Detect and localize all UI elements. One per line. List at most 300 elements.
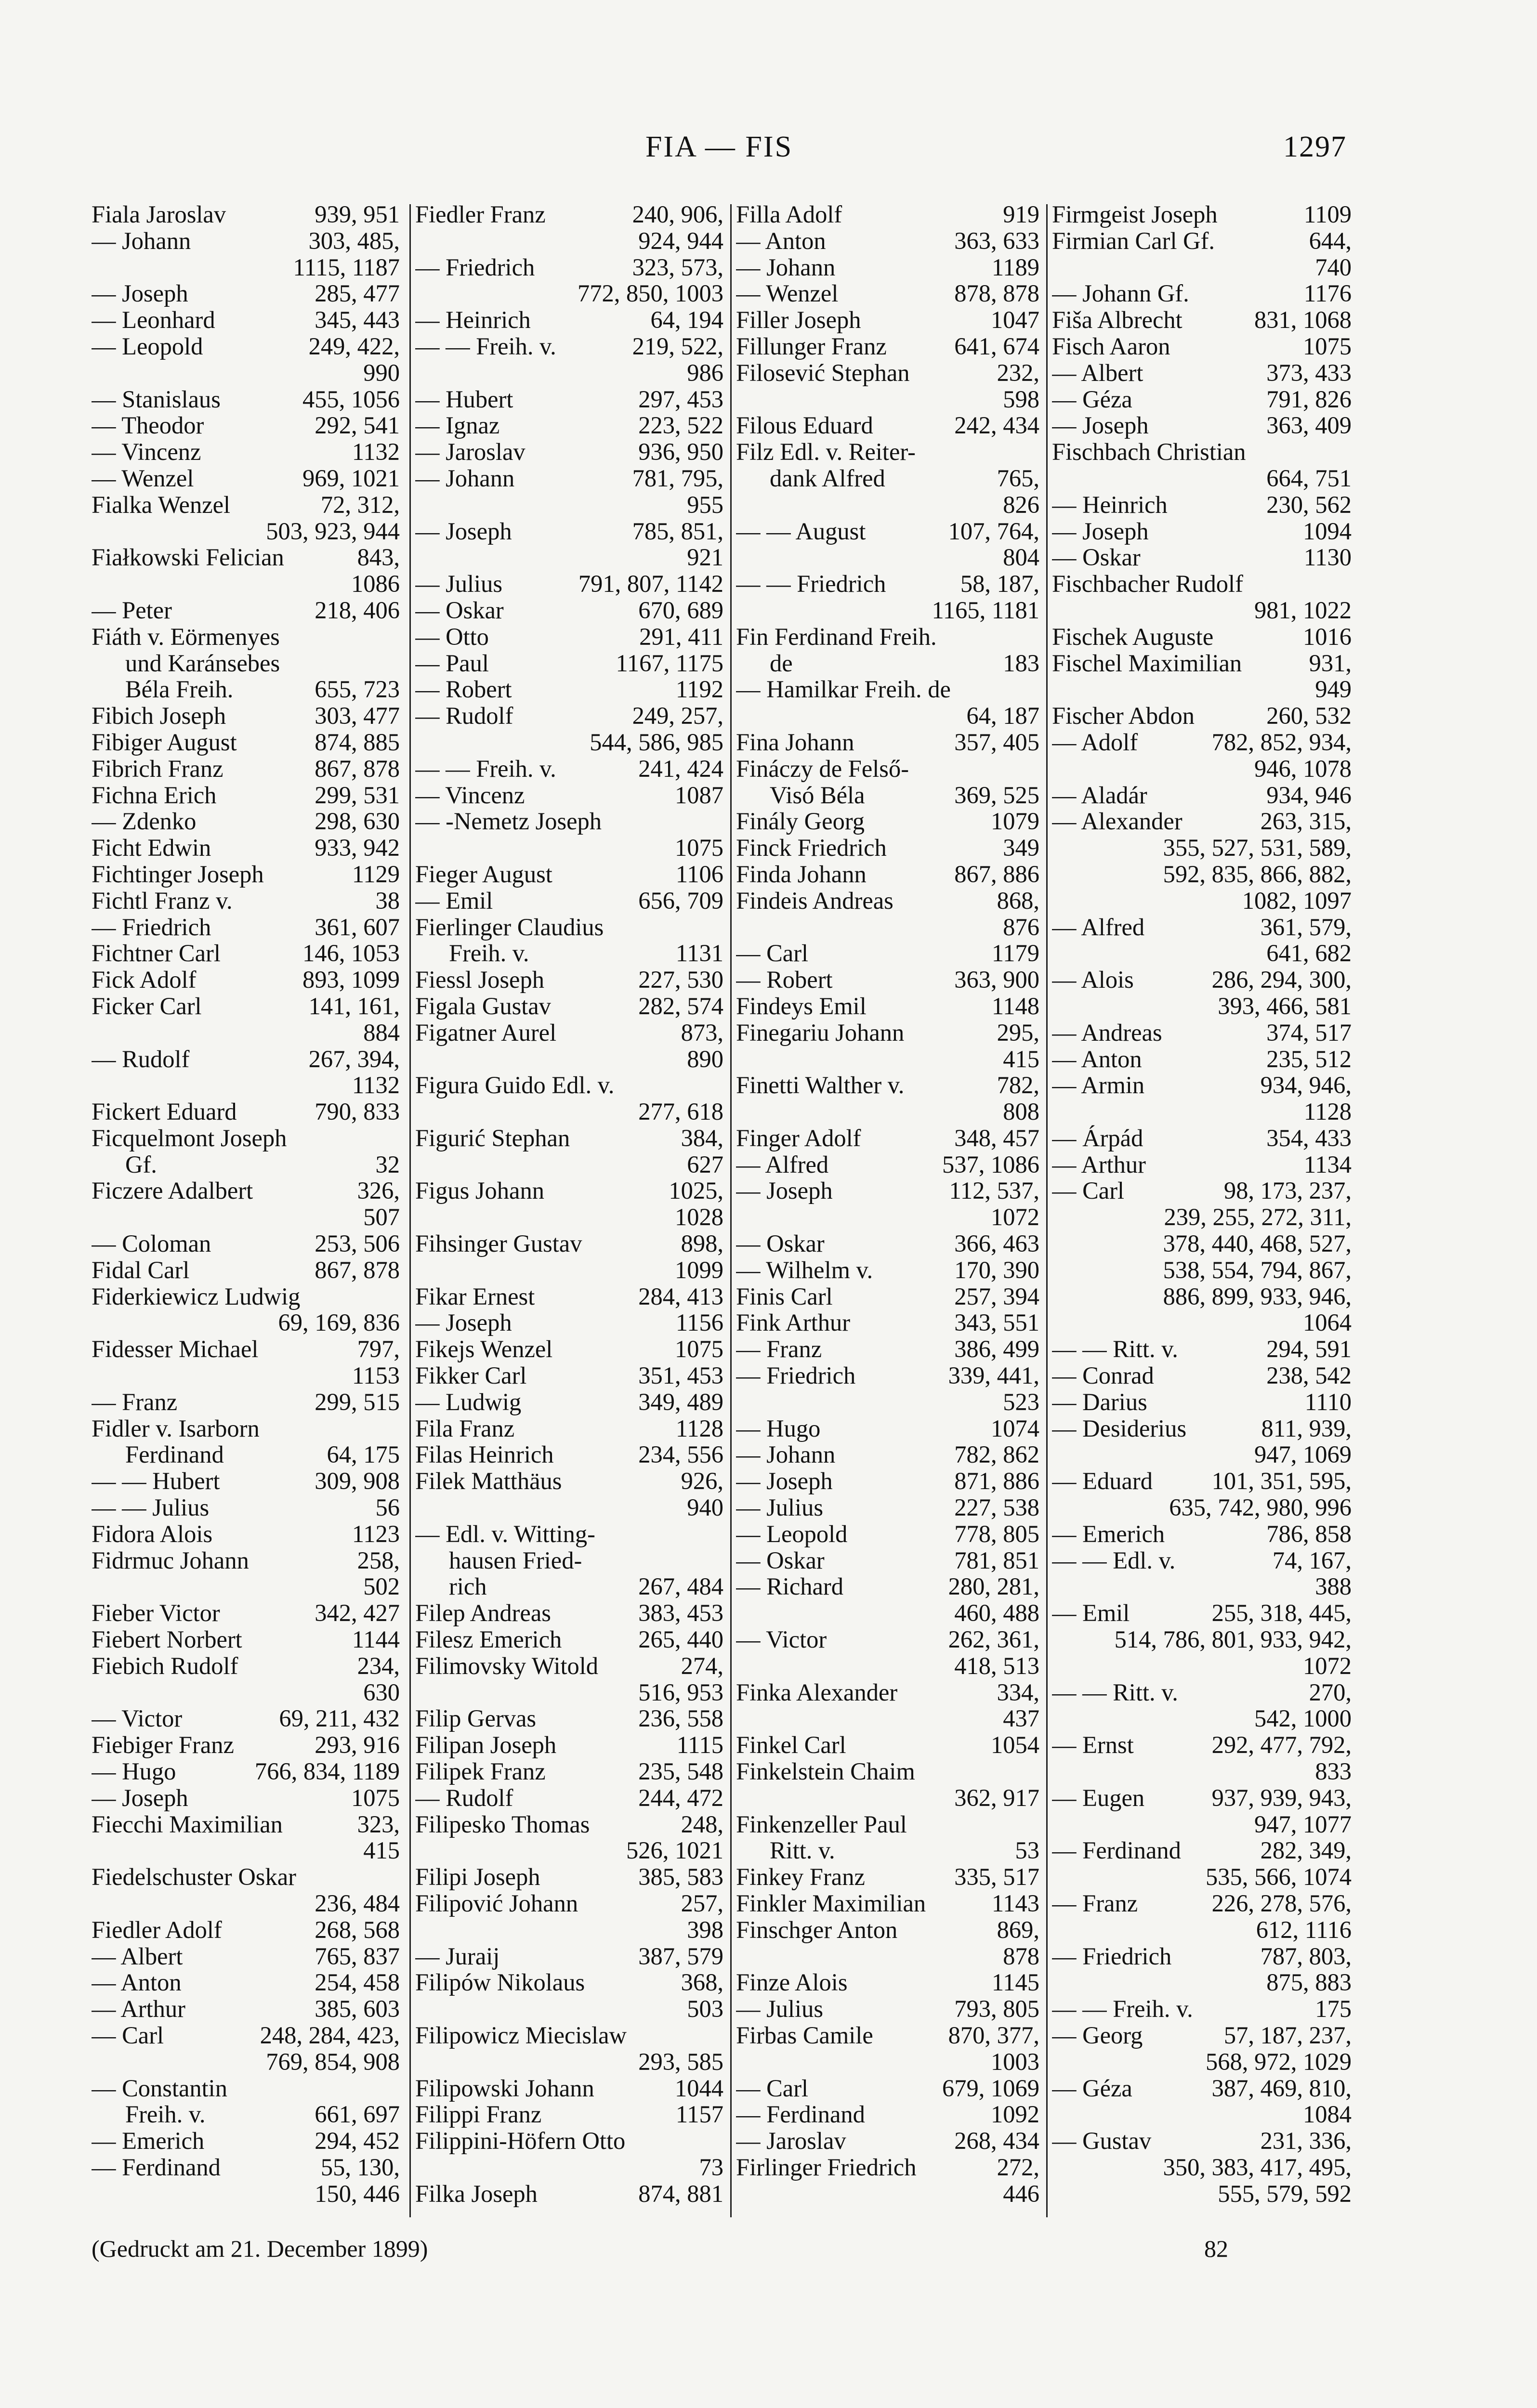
entry-name: Fiáth v. Eörmenyes bbox=[92, 623, 280, 650]
index-entry-continuation bbox=[92, 1573, 400, 1600]
entry-page-refs: 1082, 1097 bbox=[1242, 887, 1352, 914]
entry-page-refs: 355, 527, 531, 589, bbox=[1163, 834, 1352, 862]
index-entry-continuation bbox=[92, 1679, 400, 1706]
entry-page-refs: 238, 542 bbox=[1266, 1362, 1352, 1389]
index-entry bbox=[736, 518, 1039, 545]
entry-page-refs: 361, 607 bbox=[315, 913, 400, 941]
index-entry bbox=[736, 2154, 1039, 2181]
index-entry bbox=[92, 1626, 400, 1653]
entry-page-refs: 1130 bbox=[1303, 544, 1352, 571]
entry-name: — Arthur bbox=[92, 1995, 185, 2023]
entry-name: Figala Gustav bbox=[415, 992, 551, 1020]
index-entry bbox=[415, 1811, 723, 1838]
entry-page-refs: 64, 194 bbox=[650, 306, 723, 334]
index-entry bbox=[736, 782, 1039, 809]
entry-name: — Jaroslav bbox=[736, 2127, 846, 2155]
entry-name: Fichtner Carl bbox=[92, 940, 221, 967]
index-entry bbox=[736, 624, 1039, 650]
index-entry bbox=[92, 1441, 400, 1468]
entry-page-refs: 934, 946, bbox=[1260, 1072, 1352, 1099]
index-entry-continuation bbox=[1052, 993, 1352, 1020]
index-entry-continuation bbox=[1052, 1309, 1352, 1336]
index-entry-continuation bbox=[415, 1099, 723, 1125]
index-entry bbox=[1052, 624, 1352, 650]
entry-page-refs: 934, 946 bbox=[1266, 781, 1352, 809]
index-entry bbox=[736, 571, 1039, 597]
print-date: (Gedruckt am 21. December 1899) bbox=[92, 2235, 428, 2262]
entry-page-refs: 937, 939, 943, bbox=[1211, 1784, 1352, 1811]
index-entry-continuation bbox=[415, 360, 723, 386]
index-entry bbox=[92, 782, 400, 809]
entry-name: — Paul bbox=[415, 649, 489, 677]
entry-page-refs: 1092 bbox=[991, 2101, 1039, 2128]
index-entry-continuation bbox=[92, 2049, 400, 2075]
entry-page-refs: 378, 440, 468, 527, bbox=[1163, 1230, 1352, 1257]
entry-page-refs: 253, 506 bbox=[315, 1230, 400, 1257]
entry-page-refs: 58, 187, bbox=[960, 570, 1039, 598]
entry-name: — Carl bbox=[736, 940, 809, 967]
entry-page-refs: 1179 bbox=[991, 940, 1039, 967]
entry-page-refs: 1144 bbox=[352, 1626, 400, 1653]
index-entry bbox=[736, 1468, 1039, 1494]
entry-page-refs: 924, 944 bbox=[638, 227, 723, 254]
index-entry bbox=[736, 360, 1039, 386]
index-entry bbox=[415, 1125, 723, 1152]
entry-page-refs: 257, bbox=[681, 1890, 723, 1917]
index-entry bbox=[92, 201, 400, 228]
index-entry bbox=[736, 1996, 1039, 2022]
entry-page-refs: 348, 457 bbox=[954, 1124, 1039, 1152]
index-entry bbox=[92, 729, 400, 756]
entry-page-refs: 387, 469, 810, bbox=[1211, 2074, 1352, 2102]
index-entry bbox=[736, 1758, 1039, 1785]
index-entry bbox=[1052, 2022, 1352, 2049]
page-header bbox=[92, 130, 1347, 173]
entry-page-refs: 285, 477 bbox=[315, 280, 400, 307]
entry-name: — Hugo bbox=[736, 1414, 821, 1442]
entry-name: Fila Franz bbox=[415, 1414, 515, 1442]
index-entry bbox=[415, 333, 723, 360]
index-entry bbox=[1052, 1996, 1352, 2022]
entry-page-refs: 1143 bbox=[991, 1890, 1039, 1917]
entry-page-refs: 679, 1069 bbox=[942, 2074, 1039, 2102]
entry-name: Fiša Albrecht bbox=[1052, 306, 1182, 334]
index-entry-continuation bbox=[1052, 1969, 1352, 1996]
entry-page-refs: 627 bbox=[687, 1151, 723, 1178]
index-entry bbox=[415, 1653, 723, 1679]
entry-name: Finck Friedrich bbox=[736, 834, 887, 862]
entry-page-refs: 234, 556 bbox=[638, 1441, 723, 1468]
entry-page-refs: 981, 1022 bbox=[1254, 596, 1352, 624]
index-entry-continuation bbox=[415, 835, 723, 861]
entry-name: Béla Freih. bbox=[125, 676, 234, 703]
index-entry-continuation bbox=[1052, 1230, 1352, 1257]
entry-page-refs: 867, 878 bbox=[315, 1256, 400, 1283]
index-entry bbox=[736, 307, 1039, 333]
entry-page-refs: 235, 548 bbox=[638, 1758, 723, 1785]
entry-name: Filippini-Höfern Otto bbox=[415, 2127, 626, 2155]
entry-name: — Leopold bbox=[736, 1520, 848, 1547]
index-entry bbox=[736, 1441, 1039, 1468]
index-entry bbox=[92, 940, 400, 967]
entry-name: Fidesser Michael bbox=[92, 1335, 259, 1363]
entry-page-refs: 791, 826 bbox=[1266, 385, 1352, 413]
entry-name: Fichtinger Joseph bbox=[92, 860, 264, 888]
entry-page-refs: 1084 bbox=[1303, 2101, 1352, 2128]
index-entry bbox=[1052, 1336, 1352, 1362]
entry-name: Fibich Joseph bbox=[92, 702, 226, 730]
entry-name: — Johann bbox=[736, 253, 836, 281]
entry-name: — Joseph bbox=[1052, 517, 1149, 545]
index-entry-continuation bbox=[736, 1785, 1039, 1811]
entry-name: — — Freih. v. bbox=[1052, 1995, 1193, 2023]
index-entry bbox=[415, 1178, 723, 1204]
entry-name: — Carl bbox=[92, 2021, 164, 2049]
entry-page-refs: 385, 583 bbox=[638, 1863, 723, 1891]
entry-page-refs: 240, 906, bbox=[632, 201, 723, 228]
entry-page-refs: 74, 167, bbox=[1272, 1546, 1352, 1574]
index-entry bbox=[736, 1732, 1039, 1758]
index-entry-continuation bbox=[1052, 1917, 1352, 1943]
index-entry-continuation bbox=[92, 360, 400, 386]
entry-page-refs: 183 bbox=[1003, 649, 1039, 677]
entry-name: Figura Guido Edl. v. bbox=[415, 1072, 615, 1099]
entry-name: Filipowski Johann bbox=[415, 2074, 594, 2102]
entry-page-refs: 249, 422, bbox=[308, 332, 400, 360]
entry-name: Filippi Franz bbox=[415, 2101, 542, 2128]
index-entry bbox=[415, 703, 723, 729]
index-entry bbox=[1052, 967, 1352, 993]
entry-page-refs: 241, 424 bbox=[638, 755, 723, 782]
entry-page-refs: 769, 854, 908 bbox=[266, 2048, 400, 2075]
index-entry bbox=[92, 1969, 400, 1996]
index-entry bbox=[92, 1230, 400, 1257]
entry-page-refs: 460, 488 bbox=[954, 1599, 1039, 1627]
entry-name: — Ignaz bbox=[415, 412, 500, 439]
entry-page-refs: 936, 950 bbox=[638, 438, 723, 466]
index-entry bbox=[415, 914, 723, 941]
index-entry bbox=[415, 1890, 723, 1917]
entry-page-refs: 150, 446 bbox=[315, 2180, 400, 2207]
entry-name: Fickert Eduard bbox=[92, 1098, 237, 1125]
entry-page-refs: 284, 413 bbox=[638, 1283, 723, 1310]
entry-name: Finka Alexander bbox=[736, 1678, 898, 1706]
entry-page-refs: 898, bbox=[681, 1230, 723, 1257]
entry-page-refs: 226, 278, 576, bbox=[1211, 1890, 1352, 1917]
index-entry bbox=[1052, 650, 1352, 677]
entry-page-refs: 446 bbox=[1003, 2180, 1039, 2207]
entry-page-refs: 833 bbox=[1315, 1758, 1352, 1785]
entry-name: Visó Béla bbox=[770, 781, 865, 809]
index-entry bbox=[1052, 1785, 1352, 1811]
entry-name: Fidrmuc Johann bbox=[92, 1546, 249, 1574]
index-entry-continuation bbox=[736, 1099, 1039, 1125]
entry-name: Finetti Walther v. bbox=[736, 1072, 905, 1099]
entry-page-refs: 326, bbox=[357, 1177, 400, 1204]
entry-page-refs: 415 bbox=[363, 1837, 400, 1864]
entry-page-refs: 503 bbox=[687, 1995, 723, 2023]
column-rule bbox=[730, 204, 732, 2217]
entry-page-refs: 555, 579, 592 bbox=[1218, 2180, 1352, 2207]
entry-name: — Hugo bbox=[92, 1758, 176, 1785]
entry-page-refs: 293, 585 bbox=[638, 2048, 723, 2075]
index-entry-continuation bbox=[415, 1837, 723, 1864]
index-entry-continuation bbox=[1052, 1204, 1352, 1230]
index-entry bbox=[415, 1230, 723, 1257]
entry-page-refs: 418, 513 bbox=[954, 1652, 1039, 1679]
entry-page-refs: 268, 568 bbox=[315, 1916, 400, 1943]
entry-page-refs: 383, 453 bbox=[638, 1599, 723, 1627]
entry-page-refs: 1132 bbox=[352, 438, 400, 466]
index-entry bbox=[92, 1996, 400, 2022]
entry-name: — Robert bbox=[736, 966, 833, 994]
index-entry-continuation bbox=[736, 1653, 1039, 1679]
entry-page-refs: 782, bbox=[997, 1072, 1039, 1099]
page-number: 1297 bbox=[1283, 131, 1347, 163]
entry-page-refs: 232, bbox=[997, 359, 1039, 386]
entry-page-refs: 804 bbox=[1003, 544, 1039, 571]
column-rule bbox=[409, 204, 411, 2217]
entry-name: — Edl. v. Witting- bbox=[415, 1520, 595, 1547]
entry-page-refs: 354, 433 bbox=[1266, 1124, 1352, 1152]
entry-page-refs: 797, bbox=[357, 1335, 400, 1363]
entry-page-refs: 1028 bbox=[675, 1204, 723, 1231]
entry-name: — Wenzel bbox=[92, 464, 194, 492]
column-rule bbox=[1046, 204, 1048, 2217]
index-entry bbox=[92, 808, 400, 835]
entry-name: Filipów Nikolaus bbox=[415, 1969, 585, 1996]
entry-page-refs: 635, 742, 980, 996 bbox=[1169, 1494, 1352, 1521]
entry-name: Firmian Carl Gf. bbox=[1052, 227, 1215, 254]
entry-page-refs: 1167, 1175 bbox=[616, 649, 723, 677]
entry-name: — Leonhard bbox=[92, 306, 215, 334]
entry-page-refs: 843, bbox=[357, 544, 400, 571]
entry-page-refs: 871, 886 bbox=[954, 1467, 1039, 1495]
entry-page-refs: 874, 885 bbox=[315, 728, 400, 756]
index-entry bbox=[415, 1547, 723, 1574]
index-entry bbox=[92, 1864, 400, 1890]
index-entry bbox=[736, 1917, 1039, 1943]
index-entry bbox=[1052, 1468, 1352, 1494]
index-entry-continuation bbox=[92, 1072, 400, 1099]
index-entry bbox=[415, 1389, 723, 1415]
entry-page-refs: 265, 440 bbox=[638, 1626, 723, 1653]
entry-page-refs: 542, 1000 bbox=[1254, 1705, 1352, 1732]
entry-page-refs: 1044 bbox=[675, 2074, 723, 2102]
index-entry bbox=[736, 993, 1039, 1020]
index-entry bbox=[736, 1283, 1039, 1310]
entry-page-refs: 890 bbox=[687, 1045, 723, 1073]
entry-page-refs: 568, 972, 1029 bbox=[1206, 2048, 1352, 2075]
entry-page-refs: 398 bbox=[687, 1916, 723, 1943]
entry-name: — Constantin bbox=[92, 2074, 227, 2102]
entry-name: — Arthur bbox=[1052, 1151, 1146, 1178]
index-entry bbox=[92, 861, 400, 888]
index-entry bbox=[92, 1046, 400, 1073]
index-entry-continuation bbox=[1052, 1758, 1352, 1785]
index-entry bbox=[736, 756, 1039, 782]
entry-name: — Jaroslav bbox=[415, 438, 525, 466]
entry-page-refs: 793, 805 bbox=[954, 1995, 1039, 2023]
entry-name: Figurić Stephan bbox=[415, 1124, 570, 1152]
index-entry-continuation bbox=[1052, 2049, 1352, 2075]
entry-page-refs: 514, 786, 801, 933, 942, bbox=[1114, 1626, 1352, 1653]
index-entry-continuation bbox=[415, 1679, 723, 1706]
entry-name: — Rudolf bbox=[415, 1784, 513, 1811]
index-entry bbox=[1052, 1178, 1352, 1204]
entry-page-refs: 249, 257, bbox=[632, 702, 723, 730]
entry-name: — Alfred bbox=[1052, 913, 1145, 941]
index-entry bbox=[736, 280, 1039, 307]
index-entry bbox=[1052, 914, 1352, 941]
index-entry bbox=[415, 888, 723, 914]
index-entry bbox=[736, 1890, 1039, 1917]
entry-name: Fiala Jaroslav bbox=[92, 201, 226, 228]
index-entry bbox=[92, 914, 400, 941]
entry-name: Fillunger Franz bbox=[736, 332, 887, 360]
entry-name: — Joseph bbox=[92, 280, 188, 307]
entry-name: Fichtl Franz v. bbox=[92, 887, 233, 914]
index-entry bbox=[1052, 1046, 1352, 1073]
entry-name: — Joseph bbox=[736, 1177, 833, 1204]
entry-page-refs: 64, 175 bbox=[327, 1441, 400, 1468]
entry-page-refs: 286, 294, 300, bbox=[1211, 966, 1352, 994]
entry-page-refs: 98, 173, 237, bbox=[1223, 1177, 1352, 1204]
entry-name: — Johann bbox=[736, 1441, 836, 1468]
entry-name: Fink Arthur bbox=[736, 1309, 851, 1336]
index-entry bbox=[415, 571, 723, 597]
entry-page-refs: 1153 bbox=[352, 1362, 400, 1389]
entry-page-refs: 787, 803, bbox=[1260, 1942, 1352, 1970]
entry-page-refs: 876 bbox=[1003, 913, 1039, 941]
index-entry bbox=[736, 228, 1039, 254]
entry-name: — Emil bbox=[415, 887, 493, 914]
entry-name: — Johann bbox=[92, 227, 191, 254]
index-entry bbox=[1052, 1389, 1352, 1415]
entry-page-refs: 274, bbox=[681, 1652, 723, 1679]
entry-page-refs: 292, 477, 792, bbox=[1211, 1731, 1352, 1759]
entry-name: Fischbach Christian bbox=[1052, 438, 1246, 466]
index-entry-continuation bbox=[736, 1389, 1039, 1415]
entry-name: — Zdenko bbox=[92, 808, 197, 835]
index-entry bbox=[92, 1705, 400, 1732]
entry-page-refs: 1131 bbox=[675, 940, 723, 967]
entry-name: — Emil bbox=[1052, 1599, 1130, 1627]
entry-name: Fidora Alois bbox=[92, 1520, 213, 1547]
entry-page-refs: 766, 834, 1189 bbox=[254, 1758, 400, 1785]
entry-page-refs: 343, 551 bbox=[954, 1309, 1039, 1336]
index-entry bbox=[736, 861, 1039, 888]
entry-name: — Juraij bbox=[415, 1942, 500, 1970]
entry-name: — Coloman bbox=[92, 1230, 211, 1257]
entry-name: Fischel Maximilian bbox=[1052, 649, 1242, 677]
entry-page-refs: 1148 bbox=[991, 992, 1039, 1020]
entry-page-refs: 598 bbox=[1003, 385, 1039, 413]
entry-name: — Géza bbox=[1052, 385, 1132, 413]
entry-name: — Anton bbox=[92, 1969, 182, 1996]
index-entry bbox=[736, 808, 1039, 835]
entry-page-refs: 262, 361, bbox=[948, 1626, 1039, 1653]
entry-page-refs: 503, 923, 944 bbox=[266, 517, 400, 545]
entry-name: Fikker Carl bbox=[415, 1362, 527, 1389]
entry-name: — Johann bbox=[415, 464, 515, 492]
entry-page-refs: 1123 bbox=[352, 1520, 400, 1547]
entry-page-refs: 350, 383, 417, 495, bbox=[1163, 2153, 1352, 2181]
entry-page-refs: 299, 515 bbox=[315, 1388, 400, 1415]
entry-page-refs: 893, 1099 bbox=[302, 966, 400, 994]
entry-page-refs: 146, 1053 bbox=[302, 940, 400, 967]
index-entry bbox=[92, 2154, 400, 2181]
entry-page-refs: 260, 532 bbox=[1266, 702, 1352, 730]
entry-page-refs: 385, 603 bbox=[315, 1995, 400, 2023]
entry-page-refs: 969, 1021 bbox=[302, 464, 400, 492]
index-entry bbox=[415, 412, 723, 439]
index-entry bbox=[415, 1864, 723, 1890]
index-entry bbox=[1052, 1521, 1352, 1547]
entry-name: Fibrich Franz bbox=[92, 755, 223, 782]
index-entry bbox=[415, 1521, 723, 1547]
entry-name: — Ferdinand bbox=[736, 2101, 865, 2128]
index-entry bbox=[415, 1969, 723, 1996]
index-entry-continuation bbox=[92, 1890, 400, 1917]
index-entry bbox=[1052, 808, 1352, 835]
entry-name: Filla Adolf bbox=[736, 201, 842, 228]
index-entry-continuation bbox=[415, 2049, 723, 2075]
index-column-2 bbox=[415, 201, 723, 2219]
entry-name: Fina Johann bbox=[736, 728, 854, 756]
index-entry bbox=[415, 1732, 723, 1758]
entry-name: Fischer Abdon bbox=[1052, 702, 1195, 730]
entry-name: Fibiger August bbox=[92, 728, 237, 756]
index-entry-continuation bbox=[1052, 1441, 1352, 1468]
entry-page-refs: 664, 751 bbox=[1266, 464, 1352, 492]
entry-page-refs: 267, 394, bbox=[308, 1045, 400, 1073]
index-entry bbox=[415, 2128, 723, 2154]
entry-name: — Darius bbox=[1052, 1388, 1147, 1415]
entry-page-refs: 949 bbox=[1315, 676, 1352, 703]
index-entry bbox=[92, 412, 400, 439]
index-entry bbox=[736, 650, 1039, 677]
entry-name: Filipan Joseph bbox=[415, 1731, 557, 1759]
entry-name: Filipek Franz bbox=[415, 1758, 546, 1785]
index-entry-continuation bbox=[415, 228, 723, 254]
index-entry bbox=[415, 808, 723, 835]
index-entry bbox=[415, 782, 723, 809]
entry-page-refs: 69, 211, 432 bbox=[279, 1705, 400, 1732]
index-entry-continuation bbox=[415, 2154, 723, 2181]
index-entry bbox=[1052, 1415, 1352, 1442]
index-entry-continuation bbox=[415, 1917, 723, 1943]
index-entry bbox=[736, 1626, 1039, 1653]
entry-page-refs: 297, 453 bbox=[638, 385, 723, 413]
index-entry bbox=[736, 1178, 1039, 1204]
entry-name: Fiebiger Franz bbox=[92, 1731, 234, 1759]
index-entry bbox=[92, 1125, 400, 1152]
entry-name: Freih. v. bbox=[125, 2101, 206, 2128]
entry-name: Ficzere Adalbert bbox=[92, 1177, 253, 1204]
index-entry-continuation bbox=[415, 1494, 723, 1521]
entry-name: — — Hubert bbox=[92, 1467, 220, 1495]
index-entry bbox=[415, 2181, 723, 2207]
entry-page-refs: 1075 bbox=[675, 1335, 723, 1363]
index-column-1 bbox=[92, 201, 400, 2219]
entry-name: — Franz bbox=[1052, 1890, 1138, 1917]
entry-page-refs: 1134 bbox=[1303, 1151, 1352, 1178]
entry-page-refs: 765, 837 bbox=[315, 1942, 400, 1970]
index-entry bbox=[92, 756, 400, 782]
entry-page-refs: 236, 484 bbox=[315, 1890, 400, 1917]
index-entry bbox=[415, 1362, 723, 1389]
